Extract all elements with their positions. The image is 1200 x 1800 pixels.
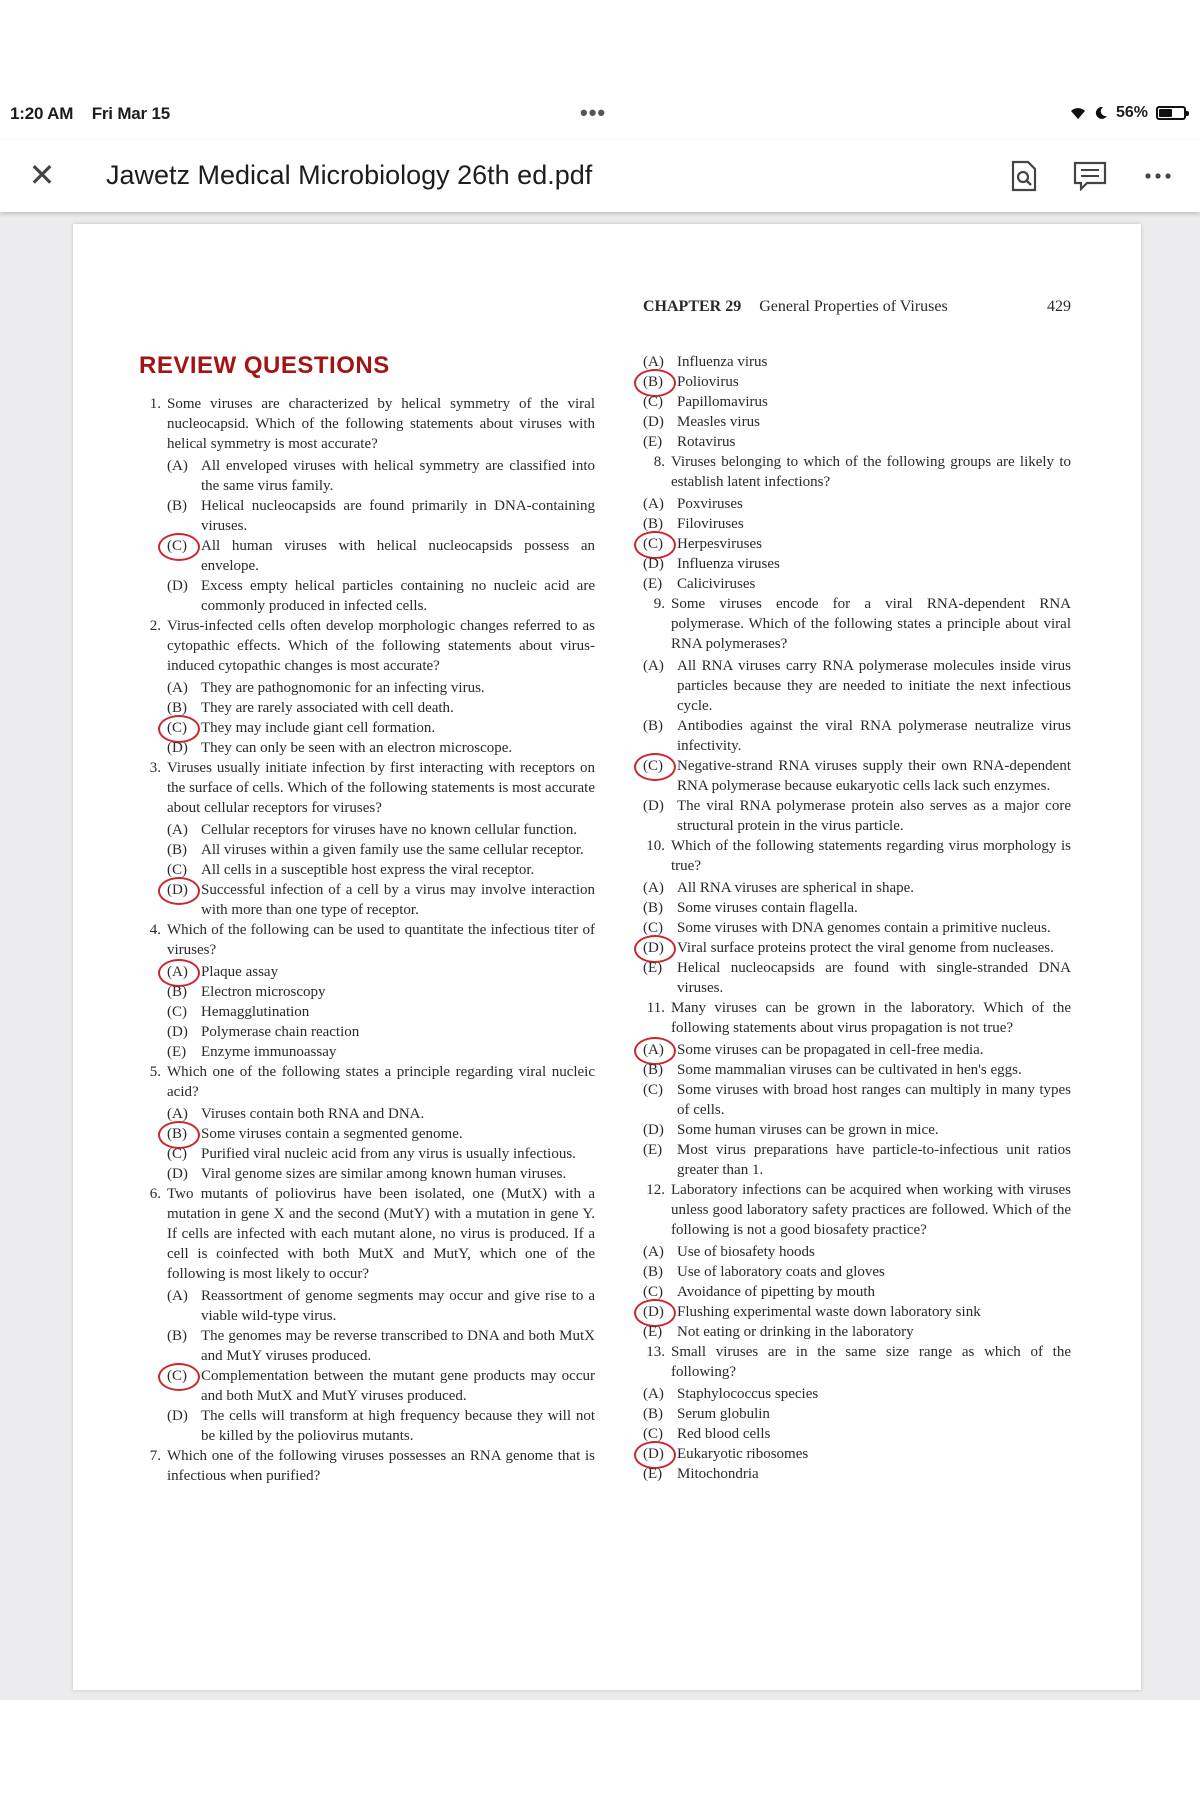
option-text: Eukaryotic ribosomes [677, 1446, 809, 1462]
option-text: Flushing experimental waste down laboratory sink [677, 1304, 981, 1320]
option-text: All RNA viruses are spherical in shape. [677, 880, 915, 896]
option-label: (C) [643, 536, 663, 552]
document-title: Jawetz Medical Microbiology 26th ed.pdf [106, 160, 593, 190]
question-stem [139, 1446, 595, 1486]
option-text: Not eating or drinking in the laboratory [677, 1324, 914, 1340]
option-text: Use of biosafety hoods [677, 1244, 815, 1260]
option-text: Some viruses with broad host ranges can multiply in many types of cells. [677, 1082, 1071, 1118]
option-label: (B) [643, 516, 663, 532]
option-label: (C) [643, 758, 663, 774]
option-label: (D) [167, 882, 188, 898]
question-number: 7. [149, 1448, 161, 1464]
answer-option [643, 1424, 1071, 1444]
option-text: Some mammalian viruses can be cultivated in hen's eggs. [677, 1062, 1022, 1078]
answer-option [643, 958, 1071, 998]
option-label: (A) [643, 658, 664, 674]
answer-option [139, 840, 595, 860]
answer-option-circled [643, 1040, 1071, 1060]
option-text: Enzyme immunoassay [201, 1044, 337, 1060]
option-text: Successful infection of a cell by a virus may involve interaction with more than one type of receptor. [201, 882, 595, 918]
question-stem [643, 998, 1071, 1038]
option-text: Negative-strand RNA viruses supply their own RNA-dependent RNA polymerase because eukaryotic cells lack such enzymes. [677, 758, 1071, 794]
option-label: (C) [643, 920, 663, 936]
question [139, 1062, 595, 1184]
option-text: Excess empty helical particles containing no nucleic acid are commonly produced in infected cells. [201, 578, 595, 614]
answer-option [139, 698, 595, 718]
page-number: 429 [1047, 298, 1071, 315]
answer-option-circled [139, 718, 595, 738]
question-number: 1. [149, 396, 161, 412]
option-label: (B) [167, 700, 187, 716]
option-label: (C) [167, 1146, 187, 1162]
battery-percent: 56% [1115, 104, 1148, 121]
option-label: (C) [643, 1284, 663, 1300]
question-stem [139, 758, 595, 818]
question-number: 12. [646, 1182, 665, 1198]
option-text: Electron microscopy [201, 984, 326, 1000]
answer-option [643, 494, 1071, 514]
pdf-viewer[interactable] [0, 212, 1200, 1700]
question [643, 352, 1071, 452]
option-text: They may include giant cell formation. [201, 720, 436, 736]
answer-option [139, 1326, 595, 1366]
answer-option [139, 576, 595, 616]
option-label: (E) [643, 576, 663, 592]
option-label: (B) [167, 1328, 187, 1344]
option-text: They are pathognomonic for an infecting virus. [201, 680, 485, 696]
question [643, 1342, 1071, 1484]
question-stem [643, 452, 1071, 492]
option-text: Avoidance of pipetting by mouth [677, 1284, 876, 1300]
option-text: Rotavirus [677, 434, 736, 450]
answer-option-circled [139, 536, 595, 576]
question [643, 1180, 1071, 1342]
option-label: (B) [643, 718, 663, 734]
answer-option [139, 1164, 595, 1184]
chapter-label: CHAPTER 29 [643, 298, 742, 315]
answer-option [643, 1404, 1071, 1424]
answer-option-circled [643, 534, 1071, 554]
option-label: (D) [643, 940, 664, 956]
option-label: (D) [643, 1304, 664, 1320]
question [139, 1446, 595, 1486]
option-label: (A) [167, 964, 188, 980]
answer-option [139, 860, 595, 880]
answer-option [139, 456, 595, 496]
question-number: 2. [149, 618, 161, 634]
option-label: (E) [643, 1324, 663, 1340]
answer-option [643, 1120, 1071, 1140]
answer-option [643, 1140, 1071, 1180]
option-text: Some viruses contain a segmented genome. [201, 1126, 463, 1142]
question-text: Laboratory infections can be acquired when working with viruses unless good laboratory safety practices are followed. Which of the following is not a good biosafety practice? [671, 1182, 1071, 1238]
question [139, 616, 595, 758]
question-number: 11. [646, 1000, 665, 1016]
question-stem [643, 1342, 1071, 1382]
answer-option [643, 432, 1071, 452]
answer-option [139, 1104, 595, 1124]
answer-option-circled [643, 938, 1071, 958]
answer-option [643, 352, 1071, 372]
option-text: Cellular receptors for viruses have no known cellular function. [201, 822, 578, 838]
option-label: (C) [167, 538, 187, 554]
option-text: Mitochondria [677, 1466, 759, 1482]
question-stem [139, 616, 595, 676]
answer-option [643, 898, 1071, 918]
option-label: (C) [167, 862, 187, 878]
question-stem [139, 394, 595, 454]
option-label: (A) [643, 1244, 664, 1260]
answer-option-circled [139, 962, 595, 982]
option-label: (C) [643, 1426, 663, 1442]
moon-icon [1094, 106, 1108, 120]
question-text: Which one of the following viruses possesses an RNA genome that is infectious when purified? [167, 1448, 595, 1484]
question [139, 758, 595, 920]
option-text: Some viruses contain flagella. [677, 900, 858, 916]
answer-option-circled [643, 1302, 1071, 1322]
comments-icon[interactable] [1070, 156, 1110, 196]
question-stem [139, 1184, 595, 1284]
answer-option [643, 392, 1071, 412]
answer-option [643, 656, 1071, 716]
option-label: (E) [643, 1142, 663, 1158]
option-text: Filoviruses [677, 516, 744, 532]
question-text: Which one of the following states a principle regarding viral nucleic acid? [167, 1064, 595, 1100]
option-text: Red blood cells [677, 1426, 771, 1442]
option-label: (D) [167, 578, 188, 594]
answer-option [139, 1406, 595, 1446]
option-label: (A) [643, 880, 664, 896]
option-label: (A) [643, 354, 664, 370]
answer-option [139, 496, 595, 536]
option-label: (E) [643, 1466, 663, 1482]
status-date: Fri Mar 15 [91, 104, 170, 123]
option-text: Helical nucleocapsids are found with single-stranded DNA viruses. [677, 960, 1071, 996]
question [139, 1184, 595, 1446]
question [643, 998, 1071, 1180]
option-text: All viruses within a given family use the same cellular receptor. [201, 842, 584, 858]
option-text: Some viruses with DNA genomes contain a primitive nucleus. [677, 920, 1051, 936]
status-time-date [10, 104, 184, 124]
question-stem [643, 1180, 1071, 1240]
answer-option [139, 820, 595, 840]
option-text: Purified viral nucleic acid from any virus is usually infectious. [201, 1146, 576, 1162]
option-text: The viral RNA polymerase protein also serves as a major core structural protein in the virus particle. [677, 798, 1071, 834]
question-number: 9. [653, 596, 665, 612]
option-label: (D) [167, 1024, 188, 1040]
question-stem [643, 836, 1071, 876]
option-text: Influenza viruses [677, 556, 780, 572]
option-text: Plaque assay [201, 964, 279, 980]
option-text: Influenza virus [677, 354, 768, 370]
option-label: (C) [167, 720, 187, 736]
question-number: 8. [653, 454, 665, 470]
option-label: (A) [167, 680, 188, 696]
option-label: (C) [167, 1004, 187, 1020]
option-label: (B) [643, 900, 663, 916]
option-text: Polymerase chain reaction [201, 1024, 360, 1040]
option-text: Staphylococcus species [677, 1386, 819, 1402]
answer-option [139, 678, 595, 698]
chapter-title: General Properties of Viruses [759, 298, 948, 315]
question-number: 4. [149, 922, 161, 938]
question-text: Viruses belonging to which of the following groups are likely to establish latent infections? [671, 454, 1071, 490]
answer-option [643, 412, 1071, 432]
running-head [643, 298, 1071, 316]
question-text: Two mutants of poliovirus have been isolated, one (MutX) with a mutation in gene X and the second (MutY) with a mutation in gene Y. If cells are infected with each mutant alone, no virus is produced. If a cell is coinfected with both MutX and MutY, which one of the following is most likely to occur? [167, 1186, 595, 1282]
option-label: (A) [167, 1106, 188, 1122]
close-icon[interactable]: ✕ [28, 157, 56, 193]
option-text: Caliciviruses [677, 576, 756, 592]
option-label: (C) [643, 1082, 663, 1098]
option-text: Some viruses can be propagated in cell-free media. [677, 1042, 984, 1058]
option-label: (B) [167, 842, 187, 858]
question-stem [139, 920, 595, 960]
answer-option-circled [139, 1124, 595, 1144]
answer-option [643, 1282, 1071, 1302]
option-label: (D) [167, 1408, 188, 1424]
answer-option [139, 982, 595, 1002]
answer-option [643, 1060, 1071, 1080]
answer-option [139, 1144, 595, 1164]
option-label: (B) [643, 1264, 663, 1280]
answer-option [643, 716, 1071, 756]
option-label: (C) [167, 1368, 187, 1384]
option-text: Helical nucleocapsids are found primarily in DNA-containing viruses. [201, 498, 595, 534]
question [139, 394, 595, 616]
option-label: (D) [643, 414, 664, 430]
question-text: Which of the following statements regarding virus morphology is true? [671, 838, 1071, 874]
answer-option [643, 1262, 1071, 1282]
option-label: (B) [643, 1062, 663, 1078]
pdf-page[interactable] [73, 224, 1141, 1690]
answer-option [643, 1080, 1071, 1120]
option-label: (B) [643, 374, 663, 390]
question-text: Some viruses are characterized by helical symmetry of the viral nucleocapsid. Which of the following statements about viruses with helical symmetry is most accurate? [167, 396, 595, 452]
question-number: 13. [646, 1344, 665, 1360]
wifi-icon [1070, 106, 1086, 120]
battery-icon [1156, 106, 1186, 120]
right-column [643, 352, 1071, 1484]
answer-option [139, 1286, 595, 1326]
option-text: The cells will transform at high frequency because they will not be killed by the poliovirus mutants. [201, 1408, 595, 1444]
answer-option [643, 878, 1071, 898]
question-number: 6. [149, 1186, 161, 1202]
option-text: Poliovirus [677, 374, 739, 390]
question-stem [643, 594, 1071, 654]
option-text: Viral genome sizes are similar among known human viruses. [201, 1166, 567, 1182]
answer-option [643, 1464, 1071, 1484]
option-text: Use of laboratory coats and gloves [677, 1264, 885, 1280]
question-stem [139, 1062, 595, 1102]
question-text: Virus-infected cells often develop morphologic changes referred to as cytopathic effects. Which of the following statements about virus-induced cytopathic changes is most accurate? [167, 618, 595, 674]
question-text: Viruses usually initiate infection by first interacting with receptors on the surface of cells. Which of the following statements is most accurate about cellular receptors for viruses? [167, 760, 595, 816]
option-label: (B) [167, 984, 187, 1000]
option-text: Serum globulin [677, 1406, 770, 1422]
option-text: All human viruses with helical nucleocapsids possess an envelope. [201, 538, 595, 574]
question-number: 10. [646, 838, 665, 854]
option-label: (B) [643, 1406, 663, 1422]
option-label: (D) [643, 1446, 664, 1462]
answer-option [643, 554, 1071, 574]
option-label: (B) [167, 1126, 187, 1142]
question [643, 452, 1071, 594]
option-label: (A) [167, 1288, 188, 1304]
option-label: (D) [167, 1166, 188, 1182]
question [139, 920, 595, 1062]
option-label: (A) [643, 1386, 664, 1402]
option-text: They can only be seen with an electron microscope. [201, 740, 513, 756]
answer-option [643, 514, 1071, 534]
question [643, 594, 1071, 836]
option-text: The genomes may be reverse transcribed to DNA and both MutX and MutY viruses produced. [201, 1328, 595, 1364]
answer-option [643, 1322, 1071, 1342]
answer-option [643, 1384, 1071, 1404]
answer-option-circled [643, 756, 1071, 796]
question-text: Which of the following can be used to quantitate the infectious titer of viruses? [167, 922, 595, 958]
answer-option [139, 1002, 595, 1022]
answer-option-circled [643, 372, 1071, 392]
question-text: Some viruses encode for a viral RNA-dependent RNA polymerase. Which of the following states a principle about viral RNA polymerases? [671, 596, 1071, 652]
option-text: All RNA viruses carry RNA polymerase molecules inside virus particles because they are needed to initiate the next infectious cycle. [677, 658, 1071, 714]
option-text: Herpesviruses [677, 536, 762, 552]
option-label: (E) [167, 1044, 187, 1060]
left-column [139, 394, 595, 1488]
option-label: (A) [643, 1042, 664, 1058]
answer-option [643, 574, 1071, 594]
status-bar [0, 96, 1200, 132]
answer-option [139, 1042, 595, 1062]
option-text: All cells in a susceptible host express the viral receptor. [201, 862, 535, 878]
option-text: Hemagglutination [201, 1004, 310, 1020]
section-title: REVIEW QUESTIONS [139, 352, 390, 379]
answer-option [139, 738, 595, 758]
option-label: (B) [167, 498, 187, 514]
option-text: Poxviruses [677, 496, 743, 512]
option-label: (C) [643, 394, 663, 410]
question [643, 836, 1071, 998]
option-label: (D) [643, 1122, 664, 1138]
document-toolbar [0, 140, 1200, 212]
multitasking-dots-icon[interactable]: ••• [580, 100, 607, 125]
option-label: (E) [643, 960, 663, 976]
option-label: (A) [167, 822, 188, 838]
option-label: (A) [167, 458, 188, 474]
option-label: (D) [643, 556, 664, 572]
option-text: They are rarely associated with cell death. [201, 700, 454, 716]
question-text: Small viruses are in the same size range as which of the following? [671, 1344, 1071, 1380]
option-text: Viruses contain both RNA and DNA. [201, 1106, 425, 1122]
option-text: Viral surface proteins protect the viral genome from nucleases. [677, 940, 1054, 956]
answer-option [643, 796, 1071, 836]
question-number: 5. [149, 1064, 161, 1080]
option-text: All enveloped viruses with helical symmetry are classified into the same virus family. [201, 458, 595, 494]
option-text: Papillomavirus [677, 394, 768, 410]
option-label: (D) [167, 740, 188, 756]
option-text: Antibodies against the viral RNA polymerase neutralize virus infectivity. [677, 718, 1071, 754]
answer-option-circled [139, 1366, 595, 1406]
option-text: Reassortment of genome segments may occur and give rise to a viable wild-type virus. [201, 1288, 595, 1324]
option-text: Measles virus [677, 414, 760, 430]
question-text: Many viruses can be grown in the laboratory. Which of the following statements about virus propagation is not true? [671, 1000, 1071, 1036]
answer-option-circled [643, 1444, 1071, 1464]
option-label: (D) [643, 798, 664, 814]
status-indicators [1070, 104, 1186, 122]
answer-option [139, 1022, 595, 1042]
answer-option [643, 1242, 1071, 1262]
answer-option [643, 918, 1071, 938]
option-text: Some human viruses can be grown in mice. [677, 1122, 939, 1138]
option-label: (E) [643, 434, 663, 450]
option-text: Complementation between the mutant gene products may occur and both MutX and MutY viruses produced. [201, 1368, 595, 1404]
option-text: Most virus preparations have particle-to-infectious unit ratios greater than 1. [677, 1142, 1071, 1178]
option-label: (A) [643, 496, 664, 512]
question-number: 3. [149, 760, 161, 776]
more-icon[interactable] [1138, 156, 1178, 196]
answer-option-circled [139, 880, 595, 920]
search-document-icon[interactable] [1004, 156, 1044, 196]
status-time: 1:20 AM [10, 104, 74, 123]
